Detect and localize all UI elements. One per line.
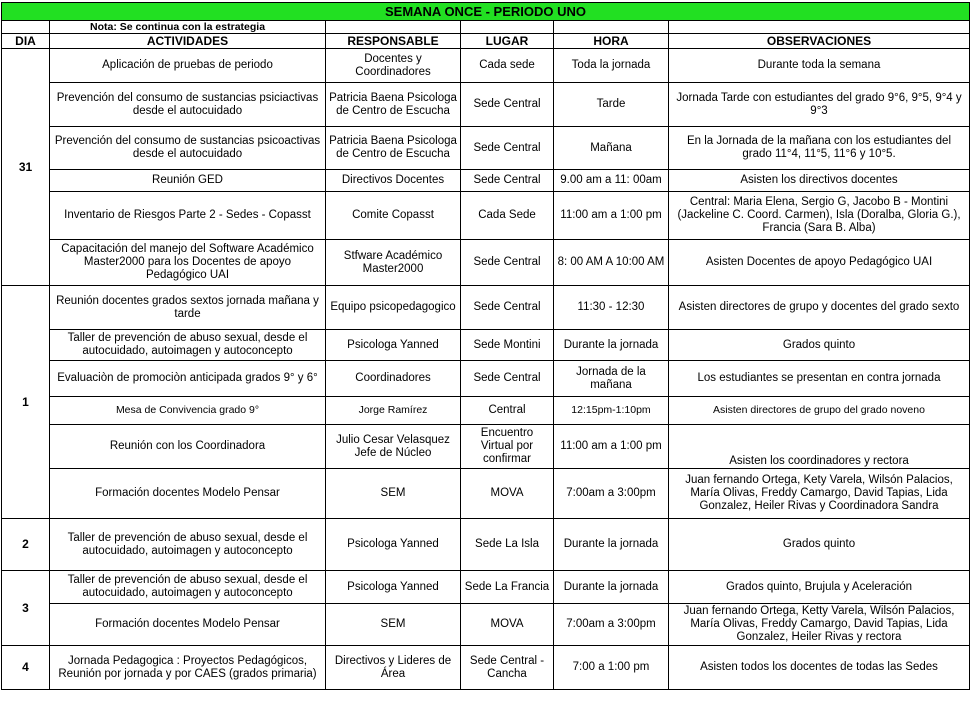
place-cell: Central	[461, 397, 554, 425]
time-cell: 11:00 am a 1:00 pm	[554, 425, 669, 469]
observations-cell: Asisten directores de grupo del grado noveno	[669, 397, 970, 425]
empty-cell	[461, 21, 554, 34]
activity-cell: Capacitación del manejo del Software Académico Master2000 para los Docentes de apoyo Pedagógico UAI	[50, 240, 326, 286]
place-cell: Sede Central - Cancha	[461, 646, 554, 690]
observations-cell: Asisten los directivos docentes	[669, 170, 970, 192]
activity-cell: Taller de prevención de abuso sexual, desde el autocuidado, autoimagen y autoconcepto	[50, 330, 326, 361]
responsible-cell: SEM	[326, 469, 461, 519]
activity-cell: Inventario de Riesgos Parte 2 - Sedes - Copasst	[50, 192, 326, 240]
time-cell: Durante la jornada	[554, 519, 669, 571]
observations-cell: Grados quinto, Brujula y Aceleración	[669, 571, 970, 604]
activity-cell: Mesa de Convivencia grado 9°	[50, 397, 326, 425]
table-row	[2, 49, 970, 83]
observations-cell: Jornada Tarde con estudiantes del grado 9°6, 9°5, 9°4 y 9°3	[669, 83, 970, 127]
table-row	[2, 519, 970, 571]
day-cell: 3	[2, 571, 50, 646]
observations-cell: Los estudiantes se presentan en contra jornada	[669, 361, 970, 397]
header-lugar: LUGAR	[461, 34, 554, 49]
time-cell: 12:15pm-1:10pm	[554, 397, 669, 425]
time-cell: Jornada de la mañana	[554, 361, 669, 397]
responsible-cell: Julio Cesar Velasquez Jefe de Núcleo	[326, 425, 461, 469]
activity-cell: Reunión docentes grados sextos jornada mañana y tarde	[50, 286, 326, 330]
day-cell: 4	[2, 646, 50, 690]
table-row	[2, 361, 970, 397]
activity-cell: Prevención del consumo de sustancias psiciactivas desde el autocuidado	[50, 83, 326, 127]
table-row	[2, 646, 970, 690]
place-cell: Sede Central	[461, 361, 554, 397]
place-cell: Sede Central	[461, 83, 554, 127]
table-row	[2, 192, 970, 240]
time-cell: 7:00am a 3:00pm	[554, 469, 669, 519]
time-cell: 11:00 am a 1:00 pm	[554, 192, 669, 240]
activity-cell: Formación docentes Modelo Pensar	[50, 469, 326, 519]
header-actividades: ACTIVIDADES	[50, 34, 326, 49]
empty-cell	[669, 21, 970, 34]
activity-cell: Aplicación de pruebas de periodo	[50, 49, 326, 83]
responsible-cell: Psicologa Yanned	[326, 330, 461, 361]
day-cell: 2	[2, 519, 50, 571]
table-row	[2, 286, 970, 330]
place-cell: Cada sede	[461, 49, 554, 83]
place-cell: Sede Central	[461, 127, 554, 170]
observations-cell: Juan fernando Ortega, Kety Varela, Wilsón Palacios, María Olivas, Freddy Camargo, David Tapias, Lida Gonzalez, Heiler Rivas y Coordinadora Sandra	[669, 469, 970, 519]
responsible-cell: Patricia Baena Psicologa de Centro de Escucha	[326, 127, 461, 170]
responsible-cell: Directivos y Lideres de Área	[326, 646, 461, 690]
observations-cell: En la Jornada de la mañana con los estudiantes del grado 11°4, 11°5, 11°6 y 10°5.	[669, 127, 970, 170]
note: Nota: Se continua con la estrategia	[50, 21, 326, 34]
responsible-cell: Equipo psicopedagogico	[326, 286, 461, 330]
place-cell: Sede Central	[461, 286, 554, 330]
time-cell: Durante la jornada	[554, 571, 669, 604]
time-cell: 7:00am a 3:00pm	[554, 604, 669, 646]
time-cell: 8: 00 AM A 10:00 AM	[554, 240, 669, 286]
place-cell: Sede Montini	[461, 330, 554, 361]
responsible-cell: Comite Copasst	[326, 192, 461, 240]
activity-cell: Taller de prevención de abuso sexual, desde el autocuidado, autoimagen y autoconcepto	[50, 571, 326, 604]
activity-cell: Formación docentes Modelo Pensar	[50, 604, 326, 646]
table-row	[2, 425, 970, 469]
observations-cell: Juan fernando Ortega, Ketty Varela, Wilsón Palacios, María Olivas, Freddy Camargo, David Tapias, Lida Gonzalez, Heiler Rivas y rectora	[669, 604, 970, 646]
header-hora: HORA	[554, 34, 669, 49]
header-observaciones: OBSERVACIONES	[669, 34, 970, 49]
empty-cell	[326, 21, 461, 34]
table-row	[2, 170, 970, 192]
page-title: SEMANA ONCE - PERIODO UNO	[2, 3, 970, 21]
place-cell: Sede Central	[461, 240, 554, 286]
place-cell: MOVA	[461, 604, 554, 646]
responsible-cell: Directivos Docentes	[326, 170, 461, 192]
table-row	[2, 604, 970, 646]
header-dia: DIA	[2, 34, 50, 49]
place-cell: Sede La Francia	[461, 571, 554, 604]
responsible-cell: Psicologa Yanned	[326, 519, 461, 571]
place-cell: Encuentro Virtual por confirmar	[461, 425, 554, 469]
table-row	[2, 397, 970, 425]
observations-cell: Asisten Docentes de apoyo Pedagógico UAI	[669, 240, 970, 286]
time-cell: 9.00 am a 11: 00am	[554, 170, 669, 192]
table-row	[2, 83, 970, 127]
time-cell: 7:00 a 1:00 pm	[554, 646, 669, 690]
empty-cell	[2, 21, 50, 34]
observations-cell: Asisten directores de grupo y docentes del grado sexto	[669, 286, 970, 330]
responsible-cell: SEM	[326, 604, 461, 646]
table-row	[2, 571, 970, 604]
responsible-cell: Patricia Baena Psicologa de Centro de Escucha	[326, 83, 461, 127]
day-cell: 31	[2, 49, 50, 286]
observations-cell: Asisten todos los docentes de todas las Sedes	[669, 646, 970, 690]
activity-cell: Taller de prevención de abuso sexual, desde el autocuidado, autoimagen y autoconcepto	[50, 519, 326, 571]
responsible-cell: Coordinadores	[326, 361, 461, 397]
observations-cell: Grados quinto	[669, 330, 970, 361]
day-cell: 1	[2, 286, 50, 519]
responsible-cell: Psicologa Yanned	[326, 571, 461, 604]
place-cell: Sede Central	[461, 170, 554, 192]
responsible-cell: Jorge Ramírez	[326, 397, 461, 425]
time-cell: Durante la jornada	[554, 330, 669, 361]
observations-cell: Grados quinto	[669, 519, 970, 571]
table-row	[2, 240, 970, 286]
activity-cell: Reunión GED	[50, 170, 326, 192]
place-cell: Cada Sede	[461, 192, 554, 240]
time-cell: Tarde	[554, 83, 669, 127]
place-cell: Sede La Isla	[461, 519, 554, 571]
responsible-cell: Docentes y Coordinadores	[326, 49, 461, 83]
time-cell: 11:30 - 12:30	[554, 286, 669, 330]
header-responsable: RESPONSABLE	[326, 34, 461, 49]
activity-cell: Prevención del consumo de sustancias psicoactivas desde el autocuidado	[50, 127, 326, 170]
activity-cell: Reunión con los Coordinadora	[50, 425, 326, 469]
empty-cell	[554, 21, 669, 34]
table-row	[2, 127, 970, 170]
schedule-table	[1, 2, 970, 690]
time-cell: Toda la jornada	[554, 49, 669, 83]
activity-cell: Evaluaciòn de promociòn anticipada grados 9° y 6°	[50, 361, 326, 397]
table-row	[2, 469, 970, 519]
time-cell: Mañana	[554, 127, 669, 170]
responsible-cell: Stfware Académico Master2000	[326, 240, 461, 286]
observations-cell: Asisten los coordinadores y rectora	[669, 425, 970, 469]
observations-cell: Durante toda la semana	[669, 49, 970, 83]
table-row	[2, 330, 970, 361]
place-cell: MOVA	[461, 469, 554, 519]
observations-cell: Central: Maria Elena, Sergio G, Jacobo B - Montini (Jackeline C. Coord. Carmen), Isla (Doralba, Gloria G.), Francia (Sara B. Alba)	[669, 192, 970, 240]
activity-cell: Jornada Pedagogica : Proyectos Pedagógicos, Reunión por jornada y por CAES (grados primaria)	[50, 646, 326, 690]
